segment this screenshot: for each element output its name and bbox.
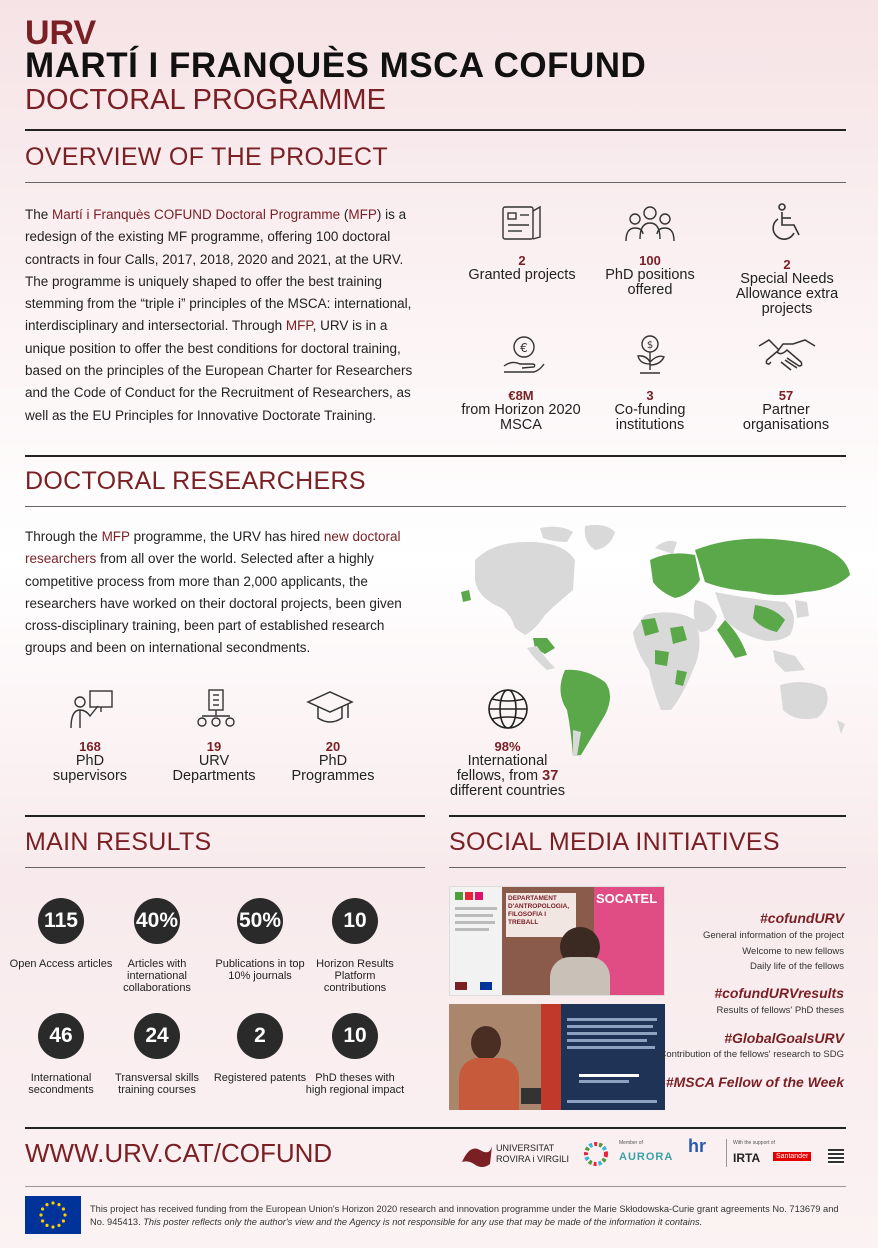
researchers-heading: DOCTORAL RESEARCHERS xyxy=(25,467,366,495)
results-heading: MAIN RESULTS xyxy=(25,828,212,856)
result-circle: 46 xyxy=(38,1013,84,1059)
stat-partners: 57 Partner organisations xyxy=(742,388,830,433)
stat-cofunding: 3 Co-funding institutions xyxy=(614,388,686,433)
money-plant-icon xyxy=(632,334,668,376)
result-circle: 24 xyxy=(134,1013,180,1059)
divider xyxy=(25,506,846,507)
result-label: Publications in top 10% journals xyxy=(215,958,305,982)
stat-phd-positions: 100 PhD positions offered xyxy=(605,253,695,298)
result-label: Open Access articles xyxy=(9,958,113,970)
programme-subtitle: DOCTORAL PROGRAMME xyxy=(25,84,386,116)
social-post-image-2 xyxy=(449,1004,665,1110)
stat-horizon-funding: €8M from Horizon 2020 MSCA xyxy=(461,388,581,433)
divider xyxy=(449,867,846,868)
teacher-icon xyxy=(68,688,116,730)
globe-icon xyxy=(487,688,529,730)
irta-logo: IRTA xyxy=(733,1151,761,1165)
aurora-member-label: Member of xyxy=(619,1140,643,1146)
eu-flag-icon xyxy=(25,1196,81,1234)
divider xyxy=(25,815,425,817)
stat-international: 98% International fellows, from 37 different countries xyxy=(450,739,565,799)
urv-logo: UNIVERSITAT ROVIRA i VIRGILI xyxy=(460,1140,580,1170)
hashtag-cofundurv: #cofundURV xyxy=(760,910,844,926)
svg-text:€: € xyxy=(520,341,528,355)
divider xyxy=(25,1127,846,1129)
stat-granted-projects: 2 Granted projects xyxy=(468,253,576,283)
building-network-icon xyxy=(196,688,236,730)
people-group-icon xyxy=(623,203,677,243)
document-chart-icon xyxy=(500,203,544,243)
euro-hand-icon xyxy=(500,334,546,374)
stat-departments: 19 URV Departments xyxy=(172,739,256,784)
social-post-image-1 xyxy=(449,886,665,996)
divider xyxy=(25,129,846,131)
photo-banner: SOCATEL xyxy=(596,891,658,906)
overview-heading: OVERVIEW OF THE PROJECT xyxy=(25,143,388,171)
hashtag-description: General information of the project Welcome to new fellows Daily life of the fellows xyxy=(703,930,844,972)
website-link[interactable]: WWW.URV.CAT/COFUND xyxy=(25,1138,333,1168)
result-label: PhD theses with high regional impact xyxy=(305,1072,405,1096)
result-label: Registered patents xyxy=(213,1072,307,1084)
divider xyxy=(25,182,846,183)
stat-programmes: 20 PhD Programmes xyxy=(291,739,375,784)
result-label: Horizon Results Platform contributions xyxy=(316,958,394,994)
result-label: International secondments xyxy=(28,1072,94,1096)
result-label: Transversal skills training courses xyxy=(115,1072,199,1096)
result-label: Articles with international collaborations xyxy=(123,958,191,994)
hashtag-cofundurvresults: #cofundURVresults xyxy=(714,985,844,1001)
hashtag-globalgoalsurv: #GlobalGoalsURV xyxy=(724,1030,844,1046)
divider xyxy=(25,455,846,457)
wheelchair-icon xyxy=(768,201,808,245)
hashtag-description: Results of fellows' PhD theses xyxy=(716,1005,844,1016)
svg-text:$: $ xyxy=(646,340,654,351)
result-circle: 2 xyxy=(237,1013,283,1059)
stat-special-needs: 2 Special Needs Allowance extra projects xyxy=(735,257,839,317)
org-name: URV xyxy=(25,14,97,52)
handshake-icon xyxy=(757,336,817,372)
aurora-logo: AURORA xyxy=(619,1151,674,1163)
urv-logo-icon xyxy=(460,1142,494,1170)
hr-excellence-logo: hr xyxy=(688,1136,706,1156)
hashtag-description: Contribution of the fellows' research to SDG xyxy=(659,1049,844,1060)
overview-paragraph: The Martí i Franquès COFUND Doctoral Programme (MFP) is a redesign of the existing MF programme, offering 100 doctoral contracts in four Calls, 2017, 2018, 2020 and 2021, at the URV. The programme is uniquely shaped to offer the best training stemming from the “triple i” principles of the MSCA: international, interdisciplinary and intersectorial. Through MFP, URV is in a unique position to offer the best conditions for doctoral training, based on the principles of the European Charter for Researchers and the Code of Conduct for the Recruitment of Researchers, as well as the EU Principles for Innovative Doctorate Training. xyxy=(25,207,413,423)
santander-logo: Santander xyxy=(773,1152,811,1161)
divider xyxy=(726,1139,727,1167)
funding-statement: This project has received funding from the European Union's Horizon 2020 research and innovation programme under the Marie Skłodowska-Curie grant agreements No. 713679 and No. 945413. This poster reflects only the author's view and the Agency is not responsible for any use that may be made of the information it contains. xyxy=(90,1204,839,1227)
result-circle: 50% xyxy=(237,898,283,944)
divider xyxy=(449,815,846,817)
hashtag-msca-fellow: #MSCA Fellow of the Week xyxy=(665,1074,844,1090)
divider xyxy=(25,867,425,868)
social-heading: SOCIAL MEDIA INITIATIVES xyxy=(449,828,780,856)
support-label: With the support of xyxy=(733,1140,775,1146)
graduation-cap-icon xyxy=(306,688,354,730)
result-circle: 10 xyxy=(332,898,378,944)
programme-title: MARTÍ I FRANQUÈS MSCA COFUND xyxy=(25,46,647,85)
researchers-paragraph: Through the MFP programme, the URV has hired new doctoral researchers from all over the world. Selected after a highly competitive process from more than 2,000 applicants, the researchers have worked on their doctoral projects, been given cross-disciplinary training, been part of established research groups and been on international secondments. xyxy=(25,529,402,656)
sdg-wheel-icon xyxy=(584,1142,608,1166)
result-circle: 10 xyxy=(332,1013,378,1059)
photo-sign: DEPARTAMENT D'ANTROPOLOGIA, FILOSOFIA I TREBALL xyxy=(506,893,576,937)
foundation-logo xyxy=(828,1149,844,1165)
stat-supervisors: 168 PhD supervisors xyxy=(52,739,128,784)
result-circle: 40% xyxy=(134,898,180,944)
result-circle: 115 xyxy=(38,898,84,944)
divider xyxy=(25,1186,846,1187)
